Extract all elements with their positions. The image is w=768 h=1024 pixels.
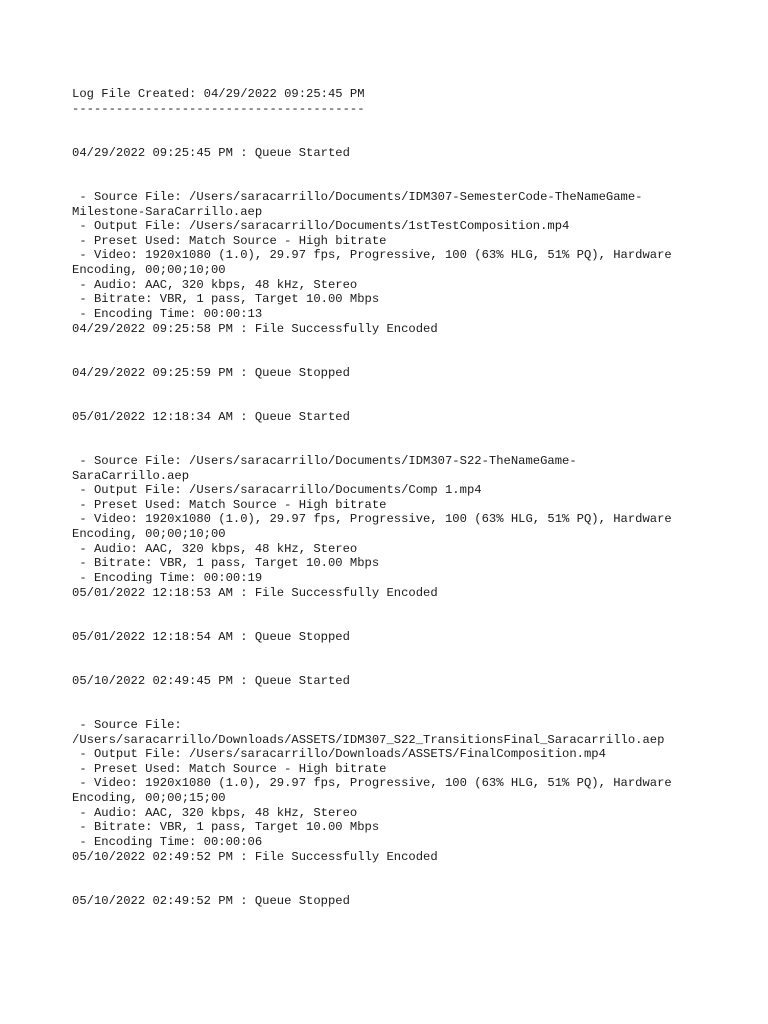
log-line-video: - Video: 1920x1080 (1.0), 29.97 fps, Progressive, 100 (63% HLG, 51% PQ), Hardware (72, 776, 672, 790)
log-line-source-file-cont: SaraCarrillo.aep (72, 469, 190, 483)
log-line-encoding-time: - Encoding Time: 00:00:13 (72, 307, 263, 321)
log-entry-file-encoded: 04/29/2022 09:25:58 PM : File Successfully Encoded (72, 322, 438, 336)
log-line-audio: - Audio: AAC, 320 kbps, 48 kHz, Stereo (72, 278, 358, 292)
log-line-preset: - Preset Used: Match Source - High bitrate (72, 234, 387, 248)
log-line-source-file: - Source File: (72, 718, 182, 732)
log-line-video-cont: Encoding, 00;00;10;00 (72, 263, 226, 277)
log-line-source-file: - Source File: /Users/saracarrillo/Documents/IDM307-SemesterCode-TheNameGame- (72, 190, 643, 204)
log-entry-queue-stopped: 04/29/2022 09:25:59 PM : Queue Stopped (72, 366, 350, 380)
log-separator: ---------------------------------------- (72, 102, 365, 116)
log-line-output-file: - Output File: /Users/saracarrillo/Documents/1stTestComposition.mp4 (72, 219, 570, 233)
log-line-video-cont: Encoding, 00;00;10;00 (72, 527, 226, 541)
log-line-audio: - Audio: AAC, 320 kbps, 48 kHz, Stereo (72, 542, 358, 556)
log-line-video: - Video: 1920x1080 (1.0), 29.97 fps, Progressive, 100 (63% HLG, 51% PQ), Hardware (72, 248, 672, 262)
log-line-encoding-time: - Encoding Time: 00:00:06 (72, 835, 263, 849)
log-entry-queue-stopped: 05/01/2022 12:18:54 AM : Queue Stopped (72, 630, 350, 644)
log-entry-queue-started: 05/01/2022 12:18:34 AM : Queue Started (72, 410, 350, 424)
log-line-preset: - Preset Used: Match Source - High bitrate (72, 498, 387, 512)
log-line-encoding-time: - Encoding Time: 00:00:19 (72, 571, 263, 585)
log-line-source-file-cont: Milestone-SaraCarrillo.aep (72, 205, 263, 219)
log-line-audio: - Audio: AAC, 320 kbps, 48 kHz, Stereo (72, 806, 358, 820)
log-line-source-file-cont: /Users/saracarrillo/Downloads/ASSETS/IDM307_S22_TransitionsFinal_Saracarrillo.aep (72, 733, 665, 747)
log-line-bitrate: - Bitrate: VBR, 1 pass, Target 10.00 Mbps (72, 292, 380, 306)
log-entry-queue-stopped: 05/10/2022 02:49:52 PM : Queue Stopped (72, 894, 350, 908)
log-line-video-cont: Encoding, 00;00;15;00 (72, 791, 226, 805)
log-line-bitrate: - Bitrate: VBR, 1 pass, Target 10.00 Mbps (72, 820, 380, 834)
log-line-source-file: - Source File: /Users/saracarrillo/Documents/IDM307-S22-TheNameGame- (72, 454, 577, 468)
log-entry-file-encoded: 05/01/2022 12:18:53 AM : File Successfully Encoded (72, 586, 438, 600)
log-line-preset: - Preset Used: Match Source - High bitrate (72, 762, 387, 776)
log-line-bitrate: - Bitrate: VBR, 1 pass, Target 10.00 Mbps (72, 556, 380, 570)
log-line-output-file: - Output File: /Users/saracarrillo/Downloads/ASSETS/FinalComposition.mp4 (72, 747, 606, 761)
log-entry-queue-started: 04/29/2022 09:25:45 PM : Queue Started (72, 146, 350, 160)
log-entry-queue-started: 05/10/2022 02:49:45 PM : Queue Started (72, 674, 350, 688)
log-entry-file-encoded: 05/10/2022 02:49:52 PM : File Successfully Encoded (72, 850, 438, 864)
log-line-output-file: - Output File: /Users/saracarrillo/Documents/Comp 1.mp4 (72, 483, 482, 497)
log-header: Log File Created: 04/29/2022 09:25:45 PM (72, 87, 365, 101)
log-line-video: - Video: 1920x1080 (1.0), 29.97 fps, Progressive, 100 (63% HLG, 51% PQ), Hardware (72, 512, 672, 526)
